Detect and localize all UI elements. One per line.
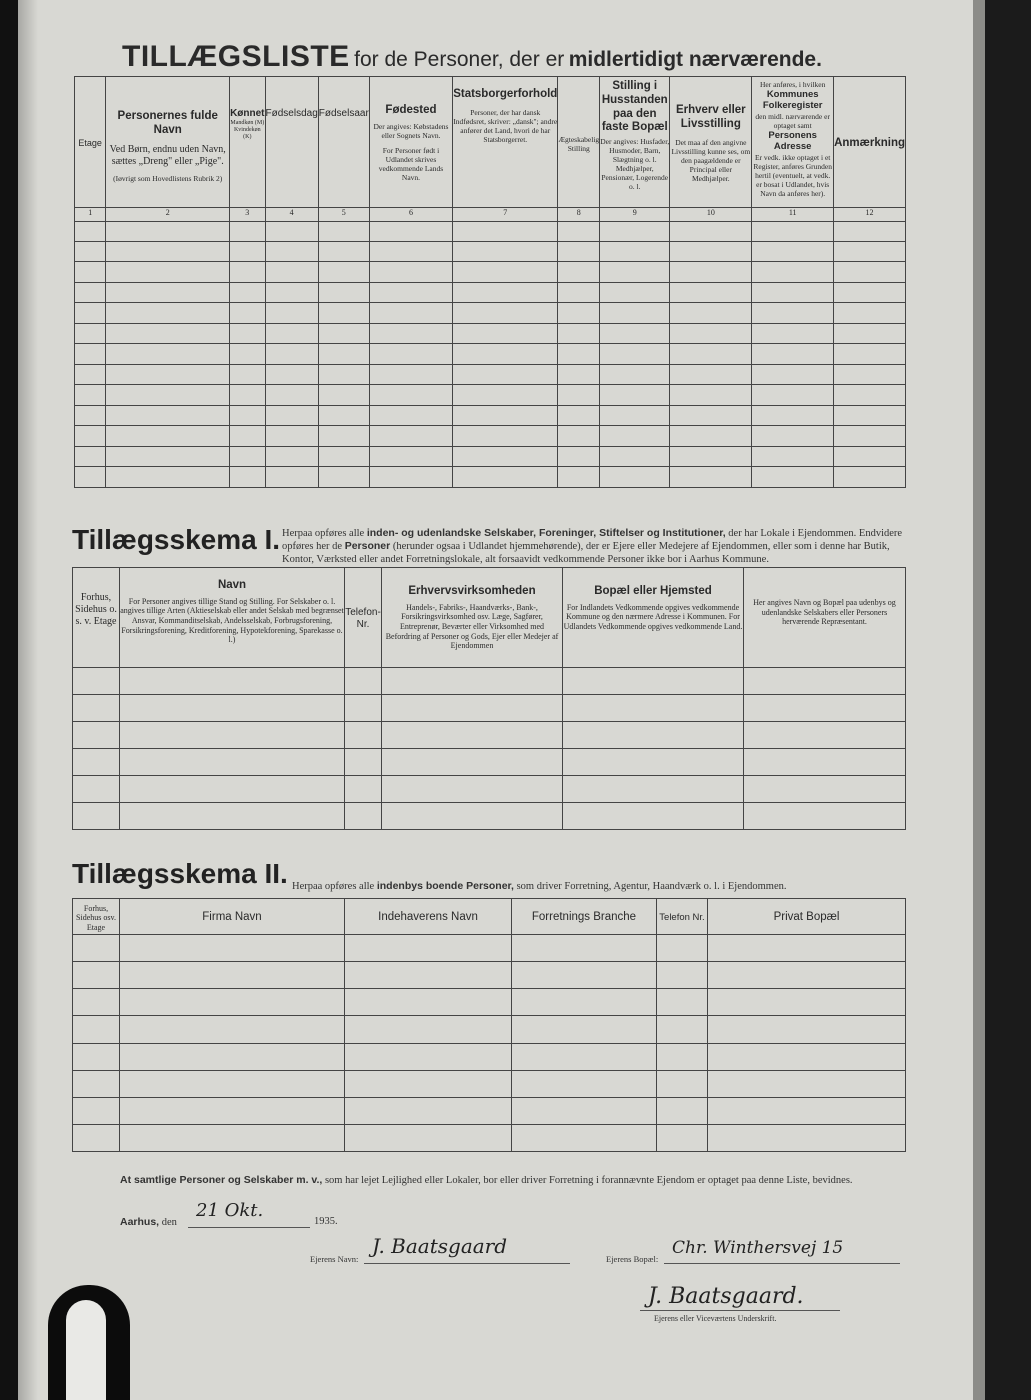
col-erhverv: Erhverv eller Livsstilling Det maa af den angivne Livsstilling kunne ses, om den paagældende er Principal eller Medhjælper.: [670, 77, 752, 208]
col-num: 7: [453, 208, 558, 221]
skema1-description: Herpaa opføres alle inden- og udenlandske Selskaber, Foreninger, Stiftelser og Institutioner, der har Lokale i Ejendommen. Endvidere opføres her de Personer (herunder ogsaa i Udlandet hjemmehørende), der er Ejere eller Medejere af Ejendommen, eller som i denne har Butik, Kontor, Værksted eller andet Forretningslokale, alt forsaavidt vedkommende Personer ikke bor i Aarhus Kommune.: [282, 527, 903, 566]
owner-name-label: Ejerens Navn:: [310, 1254, 359, 1264]
skema2-col-indehaver: Indehaverens Navn: [345, 899, 512, 935]
col-num: 4: [265, 208, 318, 221]
col-num: 11: [752, 208, 834, 221]
col-num: 3: [230, 208, 265, 221]
title-main: TILLÆGSLISTE: [122, 40, 350, 73]
owner-name-handwritten: J. Baatsgaard: [372, 1234, 508, 1258]
skema1-col-rep: Her angives Navn og Bopæl paa udenbys og udenlandske Selskabers eller Personers herværende Repræsentant.: [744, 568, 906, 668]
owner-name-line: [364, 1263, 570, 1264]
skema1-col-erhverv: Erhvervsvirksomheden Handels-, Fabriks-, Haandværks-, Bank-, Forsikringsvirksomhed osv. Læge, Sagfører, Entreprenør, Beværter eller Virksomhed med Befordring af Personer og Gods, Ejer eller Medejer af Ejendommen: [382, 568, 563, 668]
title-middle: for de Personer, der er: [354, 48, 565, 71]
main-table-body: [75, 221, 906, 487]
scan-background: [985, 0, 1031, 1400]
skema2-description: Herpaa opføres alle indenbys boende Personer, som driver Forretning, Agentur, Haandværk o. l. i Ejendommen.: [292, 880, 787, 892]
main-table: [74, 76, 906, 488]
col-num: 2: [106, 208, 230, 221]
skema2-col-branche: Forretnings Branche: [512, 899, 657, 935]
skema1-col-etage: Forhus, Sidehus o. s. v. Etage: [73, 568, 120, 668]
col-num: 10: [670, 208, 752, 221]
col-foedselsdag: Fødselsdag: [265, 77, 318, 208]
col-num: 6: [369, 208, 452, 221]
owner-address-handwritten: Chr. Winthersvej 15: [672, 1238, 844, 1258]
col-statsborger: Statsborgerforhold Personer, der har dansk Indfødsret, skriver: „dansk"; andre anfører det Land, hvori de har Statsborgerret.: [453, 77, 558, 208]
col-num: 1: [75, 208, 106, 221]
signature-handwritten: J. Baatsgaard.: [648, 1284, 804, 1309]
skema1-table: [72, 567, 906, 830]
owner-address-line: [664, 1263, 900, 1264]
place-label: Aarhus, den: [120, 1216, 177, 1228]
col-foedested: Fødested Der angives: Købstadens eller Sognets Navn. For Personer født i Udlandet skrives vedkommende Lands Navn.: [369, 77, 452, 208]
skema2-title: Tillægsskema II.: [72, 858, 288, 889]
binding-gutter: [18, 0, 38, 1400]
date-handwritten: 21 Okt.: [196, 1200, 264, 1221]
col-num: 5: [318, 208, 369, 221]
signature-line: [640, 1310, 840, 1311]
skema2-col-etage: Forhus, Sidehus osv. Etage: [73, 899, 120, 935]
skema2-col-bopael: Privat Bopæl: [708, 899, 906, 935]
col-aegteskab: Ægteskabelig Stilling: [558, 77, 600, 208]
signature-label: Ejerens eller Viceværtens Underskrift.: [654, 1314, 777, 1323]
page-edge: [973, 0, 985, 1400]
binder-clip-inner: [66, 1300, 106, 1400]
skema2-col-firma: Firma Navn: [120, 899, 345, 935]
col-num: 8: [558, 208, 600, 221]
year: 1935.: [314, 1216, 338, 1227]
page-title: [122, 40, 882, 74]
skema2-table: [72, 898, 906, 1152]
owner-address-label: Ejerens Bopæl:: [606, 1254, 659, 1264]
skema2-body: [73, 935, 906, 1152]
col-navn: Personernes fulde Navn Ved Børn, endnu uden Navn, sættes „Dreng" eller „Pige". (Iøvrigt som Hovedlistens Rubrik 2): [106, 77, 230, 208]
col-foedselsaar: Fødselsaar: [318, 77, 369, 208]
skema1-col-bopael: Bopæl eller Hjemsted For Indlandets Vedkommende opgives vedkommende Kommune og den nærmere Adresse i Kommunen. For Udlandets Vedkommende opgives vedkommende Land.: [563, 568, 744, 668]
skema1-col-navn: Navn For Personer angives tillige Stand og Stilling. For Selskaber o. l. angives tillige Arten (Aktieselskab eller andet Selskab med begrænset Ansvar, Kommanditselskab, Andelsselskab, Forbrugsforening, Forsikringsforening, Kreditforening, Hypotekforening, Sparekasse o. l.): [120, 568, 345, 668]
skema1-title: Tillægsskema I.: [72, 524, 281, 555]
col-num: 12: [834, 208, 906, 221]
col-koen: Kønnet Mandkøn (M) Kvindekøn (K): [230, 77, 265, 208]
skema2-col-telefon: Telefon Nr.: [657, 899, 708, 935]
col-anmaerkning: Anmærkning: [834, 77, 906, 208]
col-stilling: Stilling i Husstanden paa den faste Bopæl Der angives: Husfader, Husmoder, Barn, Slægtning o. l. Medhjælper, Pensionær, Logerende o. l.: [600, 77, 670, 208]
title-bold: midlertidigt nærværende.: [568, 48, 822, 71]
col-etage: Etage: [75, 77, 106, 208]
col-num: 9: [600, 208, 670, 221]
date-line: [188, 1227, 310, 1228]
statement: At samtlige Personer og Selskaber m. v., som har lejet Lejlighed eller Lokaler, bor eller driver Forretning i forannævnte Ejendom er optaget paa denne Liste, bevidnes.: [120, 1174, 853, 1186]
skema1-body: [73, 668, 906, 830]
col-folkeregister: Her anføres, i hvilken Kommunes Folkeregister den midl. nærværende er optaget samt Personens Adresse Er vedk. ikke optaget i et Register, anføres Grunden hertil (eventuelt, at vedk. er bosat i Udlandet, hvis Navn da anføres her).: [752, 77, 834, 208]
skema1-col-telefon: Telefon-Nr.: [345, 568, 382, 668]
